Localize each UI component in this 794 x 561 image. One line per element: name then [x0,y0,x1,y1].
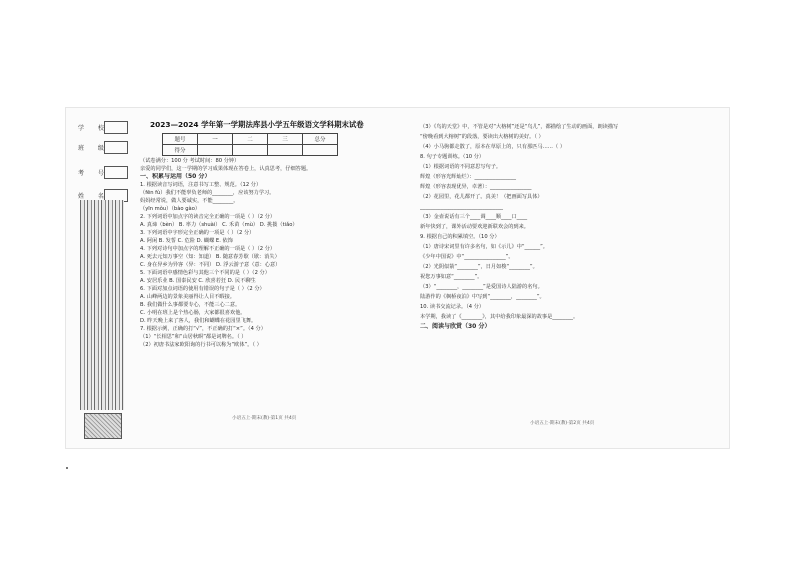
left-column [140,157,402,349]
question-line: 5. 下面词语中感情色彩与其他三个不同的是（ ）（2 分） [140,270,270,276]
question-line: 陆游作的《枫桥夜泊》中写到“________，________”。 [420,294,545,300]
question-line: （3）《鸟的天堂》中，不管是对“大榕树”还是“鸟儿”，都描绘了生动的画面，朗读描写 [420,124,619,130]
exam-intro: 亲爱的同学们，这一学期的学习成果体现在答卷上，认真思考，仔细答题。 [140,166,312,172]
question-line: A. 死去元知万事空（知：知道） B. 随意春芳歇（歇：消失） [140,254,280,260]
footer-right: 小语五上·期末(教)·第2页 共4页 [530,421,595,426]
score-header-3: 三 [268,134,303,145]
question-line: 新年快到了，课外活动要欢迎新联欢会的到来。 [420,224,529,230]
gutter-school-box[interactable] [104,121,128,134]
score-cell-total[interactable] [303,145,338,156]
exam-title: 2023—2024 学年第一学期法库县小学五年级语文学科期末试卷 [150,120,364,129]
decorative-stripes [80,200,124,410]
seal-corner [84,413,122,439]
question-line: （1）唐诗宋词里有许多名句，如《示儿》中“______”。 [420,244,548,250]
gutter-class-box[interactable] [104,141,128,154]
question-line: C. 身在异乡为异客（异：不同） D. 浮云游子意（意：心意） [140,262,281,268]
score-cell-1[interactable] [198,145,233,156]
question-line: （yīn mǒu）（bào ɡào） [140,206,201,212]
question-line: （2）初唐书法家欧阳询的行书可以称为“欧体”。（ ） [140,342,262,348]
question-line: （4）小马驹都走散了，原本在草原上的，只有那匹马……（ ） [420,144,566,150]
question-line: D. 昨天晚上来了客人，我们和蝴蝶在花园里飞舞。 [140,318,257,324]
score-header-2: 二 [233,134,268,145]
question-line: 妈妈经常说，做人要诚实，不能________。 [140,198,239,204]
question-line: （2）花园里，花儿都开了。真美！（把画面写具体） [420,194,543,200]
question-line: （3）“________，________”是爱国诗人陆游的名句。 [420,284,543,290]
question-line: 8. 句子专题训练。（10 分） [420,154,485,160]
score-table [162,133,338,156]
right-column [420,122,720,332]
question-line: 10. 读书交流记录。（4 分） [420,304,485,310]
gutter-class-label: 班 级 [78,145,110,152]
exam-info: （试卷满分：100 分 考试时间：80 分钟） [140,158,240,164]
footer-left: 小语五上·期末(教)·第1页 共4页 [232,416,297,421]
question-line: 6. 下面对加点词语的使用有错误的句子是（ ）（2 分） [140,286,265,292]
question-line: 《少年中国说》中“________________”。 [420,254,514,260]
score-header-1: 一 [198,134,233,145]
question-line: （3）金壶说话有三个____调____顺____口____ [420,214,528,220]
question-line: B. 我们做什么事都要专心，不能三心二意。 [140,302,241,308]
question-line: A. 真谛（bèn） B. 率力（shuài） C. 禾苗（mù） D. 挑拨（tiǎo） [140,222,298,228]
question-line: 7. 根据示例，正确的打“√”，不正确的打“×”。（4 分） [140,326,266,332]
question-line: （2）光阴似箭“________”，日月如梭“________”。 [420,264,538,270]
question-line: （1）根据词语的不同意思写句子。 [420,164,502,170]
question-line: 4. 下列对诗句中加点字的理解不正确的一项是（ ）（2 分） [140,246,276,252]
scan-speck [66,467,68,469]
score-header-no: 题号 [163,134,198,145]
question-line: 祝您万事如意“________”。 [420,274,483,280]
question-line: 辉煌（形容表现优异，卓著）：________________ [420,184,532,190]
question-line: “傍晚看到大榕树”的段落，要读出大榕树的美好。（ ） [420,134,544,140]
question-line: A. 山峰两边的景象美丽得让人目不暇接。 [140,294,235,300]
question-line: 本学期，我读了《________》，其中给我印象最深的故事是________。 [420,314,579,320]
question-line: （fēn fù）我们不能辜负老师的________，应该努力学习。 [140,190,275,196]
question-line: A. 阿闲 B. 发誓 C. 危险 D. 蝴蝶 E. 依饰 [140,238,233,244]
gutter-exam-number-box[interactable] [104,166,128,179]
gutter-exam-number-label: 考 号 [78,170,110,177]
score-cell-3[interactable] [268,145,303,156]
section-2-heading: 二、阅读与欣赏（30 分） [420,323,491,330]
score-cell-2[interactable] [233,145,268,156]
question-line: C. 小明在班上是个热心肠，大家都很喜欢他。 [140,310,246,316]
question-line: 1. 根据读音写词语，注意书写工整、规范。（12 分） [140,182,262,188]
question-line: ________________________________ [420,204,503,210]
question-line: 2. 下列词语中加点字的读音完全正确的一项是（ ）（2 分） [140,214,276,220]
gutter-name-label: 姓 名 [78,193,110,200]
gutter-school-label: 学 校 [78,125,110,132]
gutter-school [72,121,130,133]
question-line: A. 安居乐业 B. 国泰民安 C. 欣喜若狂 D. 民不聊生 [140,278,256,284]
question-line: 3. 下列词语中字形完全正确的一项是（ ）（2 分） [140,230,255,236]
gutter-exam-number [72,166,130,178]
score-header-total: 总分 [303,134,338,145]
question-line: 9. 根据自己的积累填空。（10 分） [420,234,500,240]
question-line: （1）“长相思”和“山居秋暝”都是词牌名。（ ） [140,334,247,340]
score-row-label: 得分 [163,145,198,156]
question-line: 辉煌（形容光辉灿烂）：________________ [420,174,516,180]
section-1-heading: 一、积累与运用（50 分） [140,173,211,180]
gutter-class [72,141,130,153]
